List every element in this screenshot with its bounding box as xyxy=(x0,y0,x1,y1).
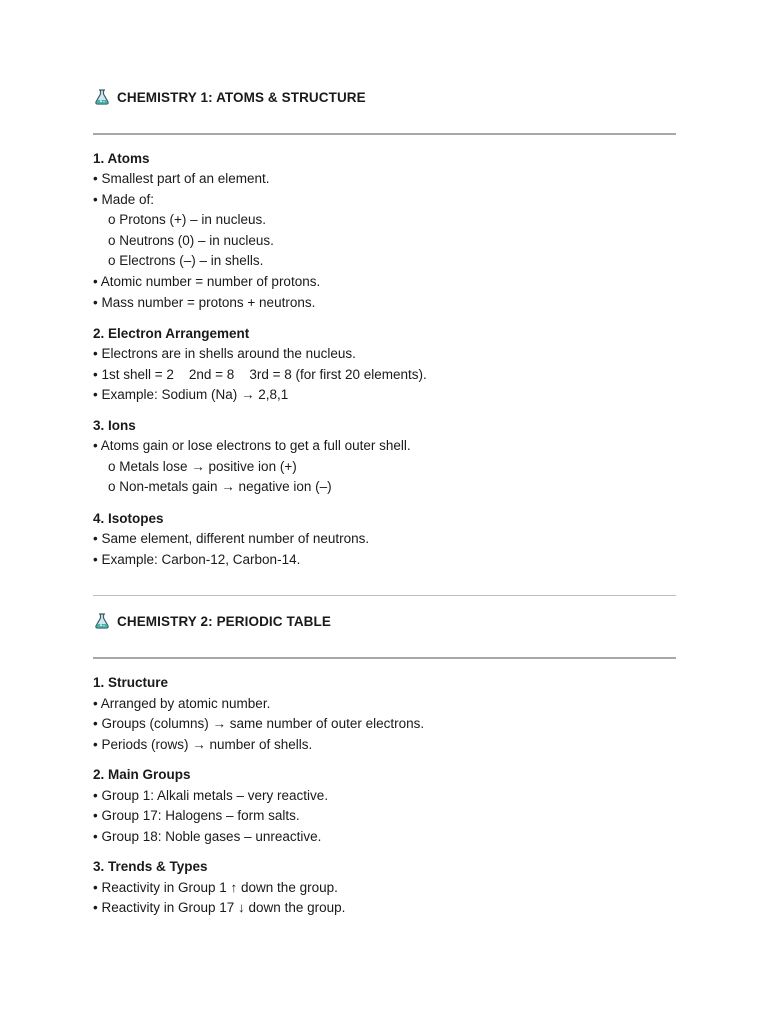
list-subitem: o Neutrons (0) – in nucleus. xyxy=(108,232,274,248)
chem2-title xyxy=(93,613,331,629)
list-item: • Reactivity in Group 1 ↑ down the group. xyxy=(93,879,338,895)
list-item: • Reactivity in Group 17 ↓ down the group. xyxy=(93,900,346,916)
section-heading: 4. Isotopes xyxy=(93,510,164,526)
list-item: • Example: Carbon-12, Carbon-14. xyxy=(93,551,301,567)
list-item: • Mass number = protons + neutrons. xyxy=(93,294,316,310)
section-divider xyxy=(93,133,676,135)
chem1-title xyxy=(93,89,366,105)
chem2-section-main-groups xyxy=(93,765,676,847)
chem2-section-structure xyxy=(93,673,676,755)
section-heading: 2. Electron Arrangement xyxy=(93,325,250,341)
section-heading: 3. Trends & Types xyxy=(93,859,208,874)
flask-icon xyxy=(93,89,111,105)
section-heading: 2. Main Groups xyxy=(93,767,191,782)
list-item: • 1st shell = 2 2nd = 8 3rd = 8 (for first 20 elements). xyxy=(93,366,427,382)
list-item: • Smallest part of an element. xyxy=(93,171,270,187)
chem2-title-text: CHEMISTRY 2: PERIODIC TABLE xyxy=(117,613,331,629)
list-item: • Groups (columns) → same number of outer electrons. xyxy=(93,716,425,732)
list-item: • Same element, different number of neutrons. xyxy=(93,531,370,547)
chem1-section-ions xyxy=(93,416,676,498)
list-item: • Atomic number = number of protons. xyxy=(93,274,321,290)
list-item: • Atoms gain or lose electrons to get a full outer shell. xyxy=(93,438,411,454)
chem1-title-text: CHEMISTRY 1: ATOMS & STRUCTURE xyxy=(117,89,366,105)
section-divider xyxy=(93,657,676,659)
flask-icon xyxy=(93,613,111,629)
list-item: • Made of: xyxy=(93,191,155,207)
section-heading: 1. Structure xyxy=(93,675,169,690)
section-heading: 3. Ions xyxy=(93,417,136,433)
list-item: • Example: Sodium (Na) → 2,8,1 xyxy=(93,387,289,403)
list-item: • Group 17: Halogens – form salts. xyxy=(93,808,300,824)
chem2-section-trends xyxy=(93,857,676,919)
chem1-section-electron-arrangement xyxy=(93,324,676,406)
list-item: • Periods (rows) → number of shells. xyxy=(93,736,313,752)
list-item: • Electrons are in shells around the nucleus. xyxy=(93,346,356,362)
chem1-section-atoms xyxy=(93,149,676,314)
list-subitem: o Protons (+) – in nucleus. xyxy=(108,212,266,228)
list-item: • Group 18: Noble gases – unreactive. xyxy=(93,828,322,844)
section-divider xyxy=(93,595,676,596)
list-subitem: o Metals lose → positive ion (+) xyxy=(108,458,297,474)
list-subitem: o Non-metals gain → negative ion (–) xyxy=(108,479,332,495)
list-subitem: o Electrons (–) – in shells. xyxy=(108,253,264,269)
section-heading: 1. Atoms xyxy=(93,150,150,166)
list-item: • Arranged by atomic number. xyxy=(93,695,271,711)
list-item: • Group 1: Alkali metals – very reactive. xyxy=(93,787,329,803)
chem1-section-isotopes xyxy=(93,509,676,571)
